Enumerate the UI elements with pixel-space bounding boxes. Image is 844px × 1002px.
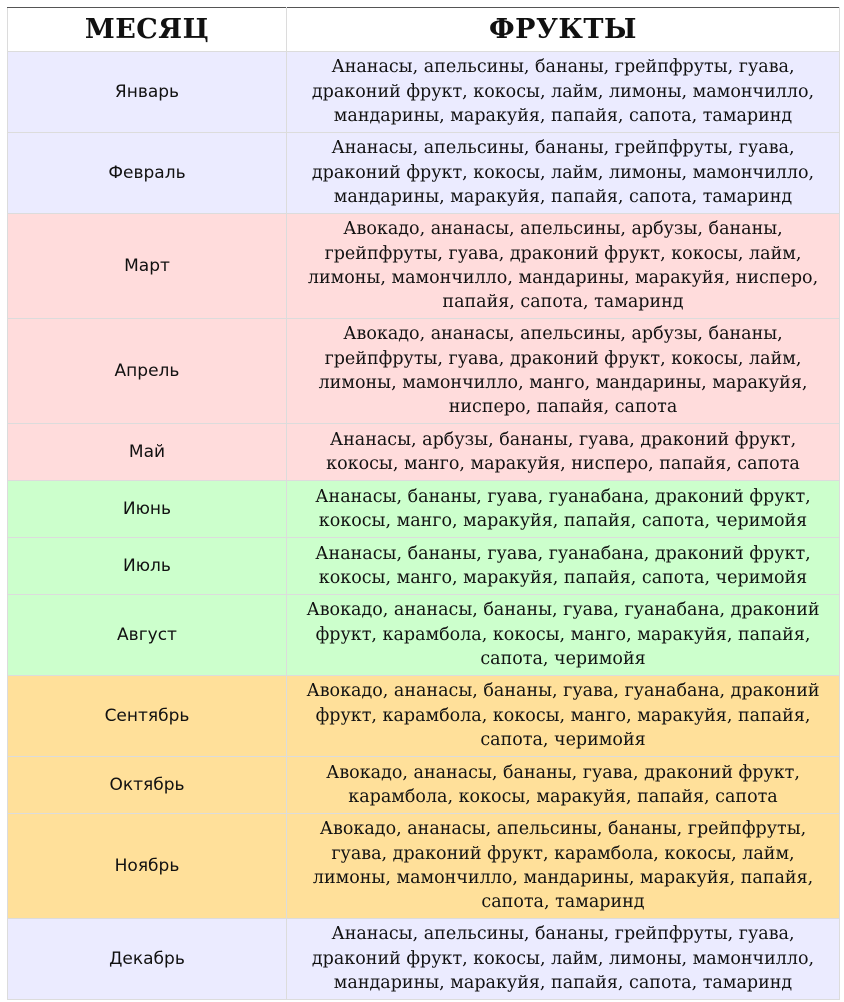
month-cell: Апрель (8, 319, 287, 424)
month-cell: Май (8, 424, 287, 481)
fruits-cell: Авокадо, ананасы, апельсины, арбузы, бананы, грейпфруты, гуава, драконий фрукт, кокосы, лайм, лимоны, мамончилло, манго, мандарины, маракуйя, ниспеpo, папайя, сапота (287, 319, 840, 424)
month-column-header: МЕСЯЦ (8, 8, 287, 52)
fruit-calendar-table (7, 7, 840, 1000)
fruits-cell: Ананасы, апельсины, бананы, грейпфруты, гуава, драконий фрукт, кокосы, лайм, лимоны, мамончилло, мандарины, маракуйя, папайя, сапота, тамаринд (287, 133, 840, 214)
fruits-cell: Ананасы, арбузы, бананы, гуава, драконий фрукт, кокосы, манго, маракуйя, ниспеpo, папайя, сапота (287, 424, 840, 481)
fruits-cell: Авокадо, ананасы, апельсины, бананы, грейпфруты, гуава, драконий фрукт, карамбола, кокосы, лайм, лимоны, мамончилло, мандарины, маракуйя, папайя, сапота, тамаринд (287, 814, 840, 919)
fruits-cell: Авокадо, ананасы, бананы, гуава, гуанабана, драконий фрукт, карамбола, кокосы, манго, маракуйя, папайя, сапота, черимойя (287, 595, 840, 676)
header-row (8, 8, 840, 52)
table-row (8, 319, 840, 424)
fruits-cell: Ананасы, апельсины, бананы, грейпфруты, гуава, драконий фрукт, кокосы, лайм, лимоны, мамончилло, мандарины, маракуйя, папайя, сапота, тамаринд (287, 52, 840, 133)
table-header (8, 8, 840, 52)
month-cell: Август (8, 595, 287, 676)
month-cell: Июль (8, 538, 287, 595)
fruit-column-header: ФРУКТЫ (287, 8, 840, 52)
table-row (8, 52, 840, 133)
month-cell: Сентябрь (8, 676, 287, 757)
table-row (8, 814, 840, 919)
month-cell: Июнь (8, 481, 287, 538)
fruits-cell: Ананасы, бананы, гуава, гуанабана, драконий фрукт, кокосы, манго, маракуйя, папайя, сапота, черимойя (287, 481, 840, 538)
table-row (8, 481, 840, 538)
table-row (8, 757, 840, 814)
table-row (8, 919, 840, 1000)
month-cell: Октябрь (8, 757, 287, 814)
month-cell: Февраль (8, 133, 287, 214)
fruits-cell: Авокадо, ананасы, бананы, гуава, драконий фрукт, карамбола, кокосы, маракуйя, папайя, сапота (287, 757, 840, 814)
month-cell: Декабрь (8, 919, 287, 1000)
table-row (8, 676, 840, 757)
table-row (8, 538, 840, 595)
month-cell: Март (8, 214, 287, 319)
table-row (8, 214, 840, 319)
month-cell: Январь (8, 52, 287, 133)
table-body (8, 52, 840, 1000)
month-cell: Ноябрь (8, 814, 287, 919)
fruits-cell: Ананасы, бананы, гуава, гуанабана, драконий фрукт, кокосы, манго, маракуйя, папайя, сапота, черимойя (287, 538, 840, 595)
fruits-cell: Авокадо, ананасы, апельсины, арбузы, бананы, грейпфруты, гуава, драконий фрукт, кокосы, лайм, лимоны, мамончилло, мандарины, маракуйя, ниспеpo, папайя, сапота, тамаринд (287, 214, 840, 319)
table-row (8, 133, 840, 214)
table-row (8, 424, 840, 481)
fruits-cell: Ананасы, апельсины, бананы, грейпфруты, гуава, драконий фрукт, кокосы, лайм, лимоны, мамончилло, мандарины, маракуйя, папайя, сапота, тамаринд (287, 919, 840, 1000)
table-row (8, 595, 840, 676)
fruits-cell: Авокадо, ананасы, бананы, гуава, гуанабана, драконий фрукт, карамбола, кокосы, манго, маракуйя, папайя, сапота, черимойя (287, 676, 840, 757)
